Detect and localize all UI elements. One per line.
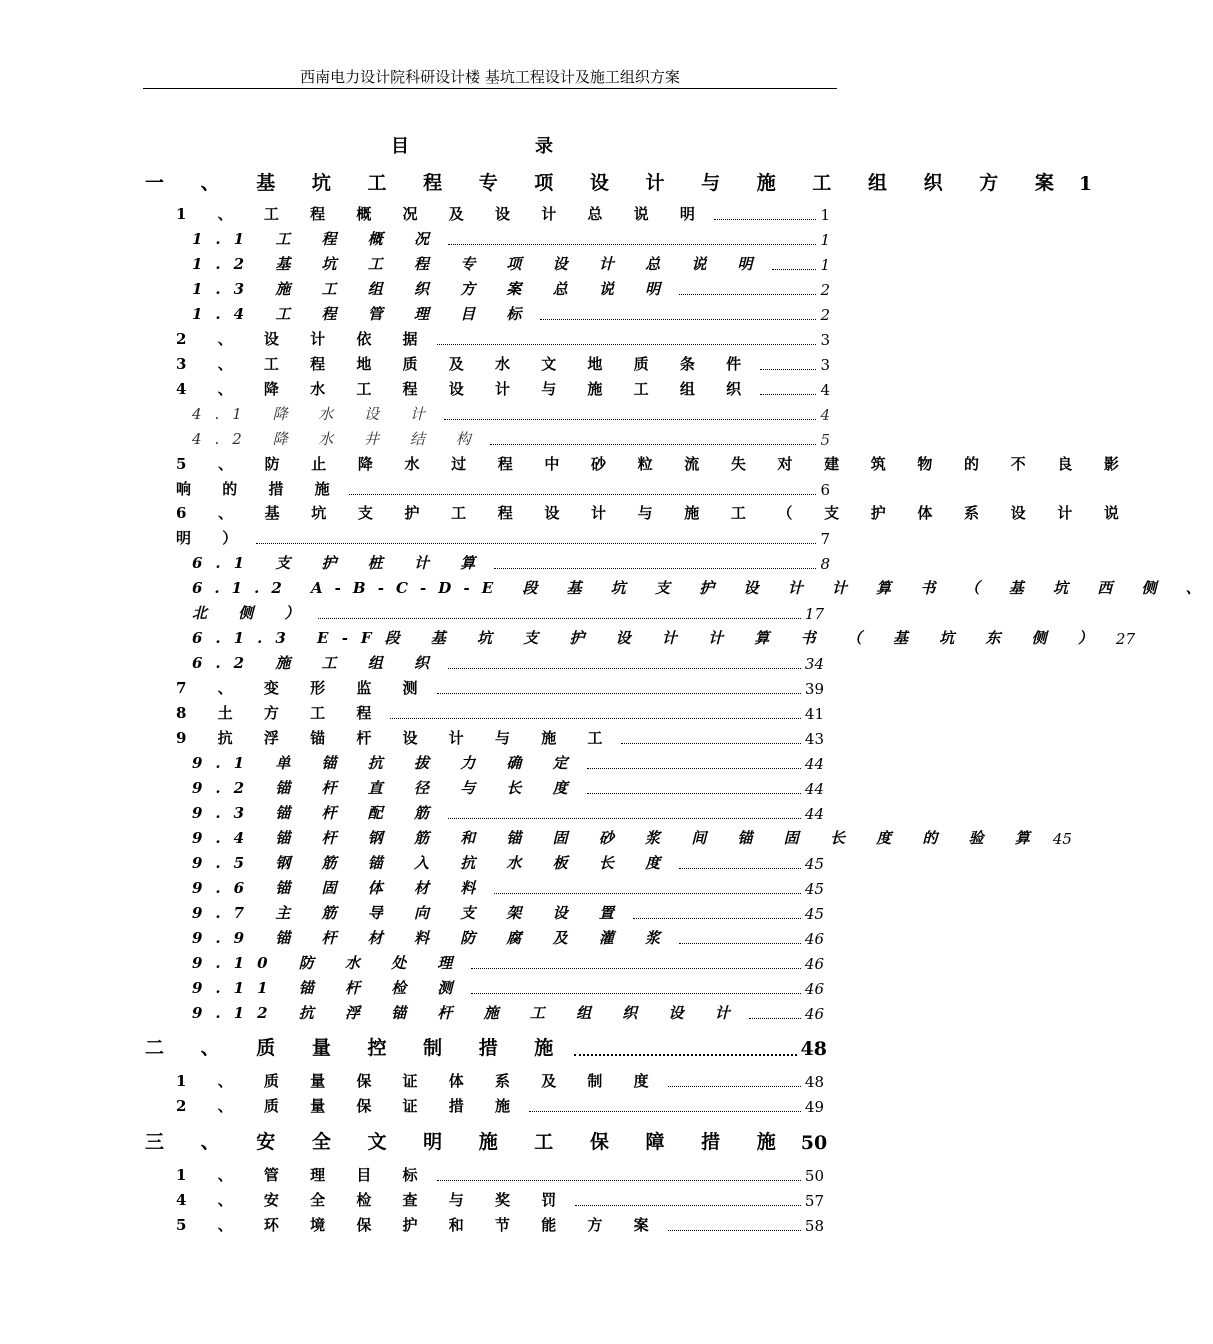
toc-entry[interactable] <box>176 353 830 374</box>
toc-entry[interactable] <box>192 902 824 923</box>
toc-title-char: 目 <box>391 136 415 157</box>
dot-leader <box>437 344 817 345</box>
dot-leader <box>437 1180 801 1181</box>
toc-entry-title: 1.4 工 程 管 理 目 标 <box>192 305 535 323</box>
toc-entry[interactable] <box>192 827 1072 848</box>
toc-entry-title: 1 、 质 量 保 证 体 系 及 制 度 <box>176 1072 662 1090</box>
toc-entry[interactable] <box>176 727 824 748</box>
toc-entry-first-line: 5 、 防 止 降 水 过 程 中 砂 粒 流 失 对 建 筑 物 的 不 良 影 <box>176 455 1133 473</box>
header-rule <box>143 88 837 89</box>
dot-leader <box>448 668 801 669</box>
dot-leader <box>633 918 801 919</box>
toc-entry-title: 9.5 钢 筋 锚 入 抗 水 板 长 度 <box>192 854 674 872</box>
toc-entry[interactable] <box>176 203 830 224</box>
toc-page-number: 4 <box>820 406 830 424</box>
toc-page-number: 48 <box>800 1038 827 1060</box>
toc-entry-title: 3 、 工 程 地 质 及 水 文 地 质 条 件 <box>176 355 755 373</box>
toc-page-number: 27 <box>1115 630 1135 648</box>
toc-entry[interactable] <box>176 527 830 548</box>
toc-entry-title: 9.9 锚 杆 材 料 防 腐 及 灌 浆 <box>192 929 674 947</box>
toc-page-number: 41 <box>804 705 824 723</box>
toc-entry-first-line: 6.1.2 A-B-C-D-E 段 基 坑 支 护 设 计 计 算 书 （ 基 坑 西 侧 、 <box>192 579 1213 597</box>
toc-entry[interactable] <box>176 478 830 499</box>
toc-page-number: 46 <box>804 955 824 973</box>
dot-leader <box>575 1205 801 1206</box>
toc-entry[interactable] <box>145 1127 827 1154</box>
toc-entry-title: 9.4 锚 杆 钢 筋 和 锚 固 砂 浆 间 锚 固 长 度 的 验 算 <box>192 829 1043 847</box>
toc-entry-title: 9.6 锚 固 体 材 料 <box>192 879 489 897</box>
toc-title <box>0 132 950 158</box>
dot-leader <box>448 818 801 819</box>
toc-entry[interactable] <box>176 378 830 399</box>
toc-entry[interactable] <box>176 328 830 349</box>
toc-entry-title: 1 、 工 程 概 况 及 设 计 总 说 明 <box>176 205 708 223</box>
toc-page-number: 44 <box>804 780 824 798</box>
toc-page-number: 45 <box>1052 830 1072 848</box>
toc-entry[interactable] <box>145 168 1093 195</box>
toc-entry[interactable] <box>192 552 830 573</box>
toc-entry-title: 响 的 措 施 <box>176 480 343 498</box>
dot-leader <box>587 768 801 769</box>
toc-entry[interactable] <box>192 228 830 249</box>
toc-entry[interactable] <box>192 253 830 274</box>
toc-entry-title: 6.1 支 护 桩 计 算 <box>192 554 489 572</box>
toc-entry-title: 9.3 锚 杆 配 筋 <box>192 804 442 822</box>
toc-entry-title: 1.2 基 坑 工 程 专 项 设 计 总 说 明 <box>192 255 766 273</box>
dot-leader <box>760 394 816 395</box>
toc-page-number: 1 <box>820 206 830 224</box>
toc-entry-title: 北 侧 ） <box>192 604 313 622</box>
toc-entry-title: 1.1 工 程 概 况 <box>192 230 442 248</box>
toc-entry[interactable] <box>176 677 824 698</box>
dot-leader <box>679 868 801 869</box>
toc-page-number: 3 <box>820 331 830 349</box>
toc-entry-title: 1 、 管 理 目 标 <box>176 1166 431 1184</box>
toc-entry-title: 7 、 变 形 监 测 <box>176 679 431 697</box>
toc-entry[interactable] <box>192 977 824 998</box>
toc-entry-title: 9.2 锚 杆 直 径 与 长 度 <box>192 779 581 797</box>
dot-leader <box>668 1230 801 1231</box>
toc-page-number: 50 <box>800 1132 828 1154</box>
dot-leader <box>668 1086 801 1087</box>
toc-entry[interactable] <box>192 752 824 773</box>
toc-page-number: 39 <box>804 680 824 698</box>
toc-entry-title: 9.11 锚 杆 检 测 <box>192 979 466 997</box>
dot-leader <box>540 319 816 320</box>
dot-leader <box>494 568 816 569</box>
toc-page-number: 4 <box>820 381 830 399</box>
toc-entry[interactable] <box>145 1033 827 1060</box>
toc-entry[interactable] <box>192 1002 824 1023</box>
toc-entry[interactable] <box>192 303 830 324</box>
dot-leader <box>494 893 801 894</box>
dot-leader <box>448 244 816 245</box>
dot-leader <box>471 968 800 969</box>
toc-entry[interactable] <box>192 602 824 623</box>
dot-leader <box>318 618 800 619</box>
toc-page-number: 45 <box>804 880 824 898</box>
toc-entry-title: 9.1 单 锚 抗 拔 力 确 定 <box>192 754 581 772</box>
toc-page-number: 45 <box>804 905 824 923</box>
dot-leader <box>679 943 801 944</box>
dot-leader <box>529 1111 801 1112</box>
toc-entry-title: 4.1 降 水 设 计 <box>192 405 438 423</box>
toc-entry-title: 4 、 安 全 检 查 与 奖 罚 <box>176 1191 570 1209</box>
toc-page-number: 1 <box>820 256 830 274</box>
toc-title-char: 录 <box>535 136 559 157</box>
toc-entry-title: 9 抗 浮 锚 杆 设 计 与 施 工 <box>176 729 616 747</box>
dot-leader <box>444 419 817 420</box>
toc-page-number: 44 <box>804 805 824 823</box>
toc-entry-title: 2 、 质 量 保 证 措 施 <box>176 1097 523 1115</box>
toc-entry[interactable] <box>192 877 824 898</box>
toc-entry-title: 9.12 抗 浮 锚 杆 施 工 组 织 设 计 <box>192 1004 743 1022</box>
toc-entry[interactable] <box>192 627 1135 648</box>
dot-leader <box>471 993 800 994</box>
toc-entry-title: 明 ） <box>176 529 251 547</box>
running-header: 西南电力设计院科研设计楼 基坑工程设计及施工组织方案 <box>300 68 680 86</box>
toc-entry-title: 5 、 环 境 保 护 和 节 能 方 案 <box>176 1216 662 1234</box>
toc-page-number: 3 <box>820 356 830 374</box>
toc-page-number: 48 <box>804 1073 824 1091</box>
toc-entry-title: 一 、 基 坑 工 程 专 项 设 计 与 施 工 组 织 方 案 <box>145 172 1069 194</box>
toc-page-number: 17 <box>804 605 824 623</box>
dot-leader <box>679 294 816 295</box>
toc-page-number: 5 <box>820 431 830 449</box>
toc-entry[interactable] <box>176 1164 824 1185</box>
toc-page-number: 2 <box>820 281 830 299</box>
dot-leader <box>621 743 800 744</box>
dot-leader <box>490 444 817 445</box>
toc-page-number: 46 <box>804 1005 824 1023</box>
toc-page-number: 34 <box>804 655 824 673</box>
toc-page-number: 45 <box>804 855 824 873</box>
toc-entry[interactable] <box>192 777 824 798</box>
toc-entry-title: 9.7 主 筋 导 向 支 架 设 置 <box>192 904 627 922</box>
toc-page-number: 1 <box>820 231 830 249</box>
dot-leader <box>390 718 801 719</box>
toc-entry-title: 6.1.3 E-F段 基 坑 支 护 设 计 计 算 书 （ 基 坑 东 侧 ） <box>192 629 1106 647</box>
toc-page-number: 57 <box>804 1192 824 1210</box>
toc-entry-title: 2 、 设 计 依 据 <box>176 330 431 348</box>
dot-leader <box>349 494 817 495</box>
dot-leader <box>587 793 801 794</box>
toc-entry[interactable] <box>176 1189 824 1210</box>
dot-leader <box>714 219 817 220</box>
toc-entry-title: 二 、 质 量 控 制 措 施 <box>145 1037 569 1059</box>
toc-entry-title: 9.10 防 水 处 理 <box>192 954 466 972</box>
toc-page-number: 2 <box>820 306 830 324</box>
toc-page-number: 50 <box>804 1167 824 1185</box>
toc-page-number: 46 <box>804 930 824 948</box>
toc-entry[interactable] <box>192 927 824 948</box>
dot-leader <box>574 1054 796 1056</box>
toc-page-number: 44 <box>804 755 824 773</box>
dot-leader <box>749 1018 801 1019</box>
dot-leader <box>256 543 816 544</box>
toc-entry-title: 6.2 施 工 组 织 <box>192 654 442 672</box>
toc-entry-title: 4.2 降 水 井 结 构 <box>192 430 484 448</box>
toc-entry[interactable] <box>176 1214 824 1235</box>
toc-entry[interactable] <box>192 278 830 299</box>
toc-entry-first-line: 6 、 基 坑 支 护 工 程 设 计 与 施 工 （ 支 护 体 系 设 计 说 <box>176 504 1133 522</box>
toc-page-number: 8 <box>820 555 830 573</box>
toc-entry[interactable] <box>192 403 830 424</box>
toc-page-number: 7 <box>820 530 830 548</box>
toc-page-number: 49 <box>804 1098 824 1116</box>
toc-page-number: 58 <box>804 1217 824 1235</box>
toc-entry[interactable] <box>192 652 824 673</box>
toc-entry[interactable] <box>192 852 824 873</box>
toc-entry-title: 三 、 安 全 文 明 施 工 保 障 措 施 <box>145 1131 791 1153</box>
toc-page-number: 6 <box>820 481 830 499</box>
toc-page-number: 1 <box>1078 173 1093 195</box>
toc-entry-title: 8 土 方 工 程 <box>176 704 385 722</box>
toc-entry[interactable] <box>192 802 824 823</box>
toc-entry[interactable] <box>176 1095 824 1116</box>
toc-entry-title: 4 、 降 水 工 程 设 计 与 施 工 组 织 <box>176 380 755 398</box>
toc-entry[interactable] <box>192 428 830 449</box>
dot-leader <box>437 693 801 694</box>
toc-page-number: 46 <box>804 980 824 998</box>
toc-entry-title: 1.3 施 工 组 织 方 案 总 说 明 <box>192 280 674 298</box>
toc-entry[interactable] <box>192 952 824 973</box>
dot-leader <box>760 369 816 370</box>
toc-page-number: 43 <box>804 730 824 748</box>
toc-entry[interactable] <box>176 702 824 723</box>
toc-entry[interactable] <box>176 1070 824 1091</box>
dot-leader <box>772 269 817 270</box>
